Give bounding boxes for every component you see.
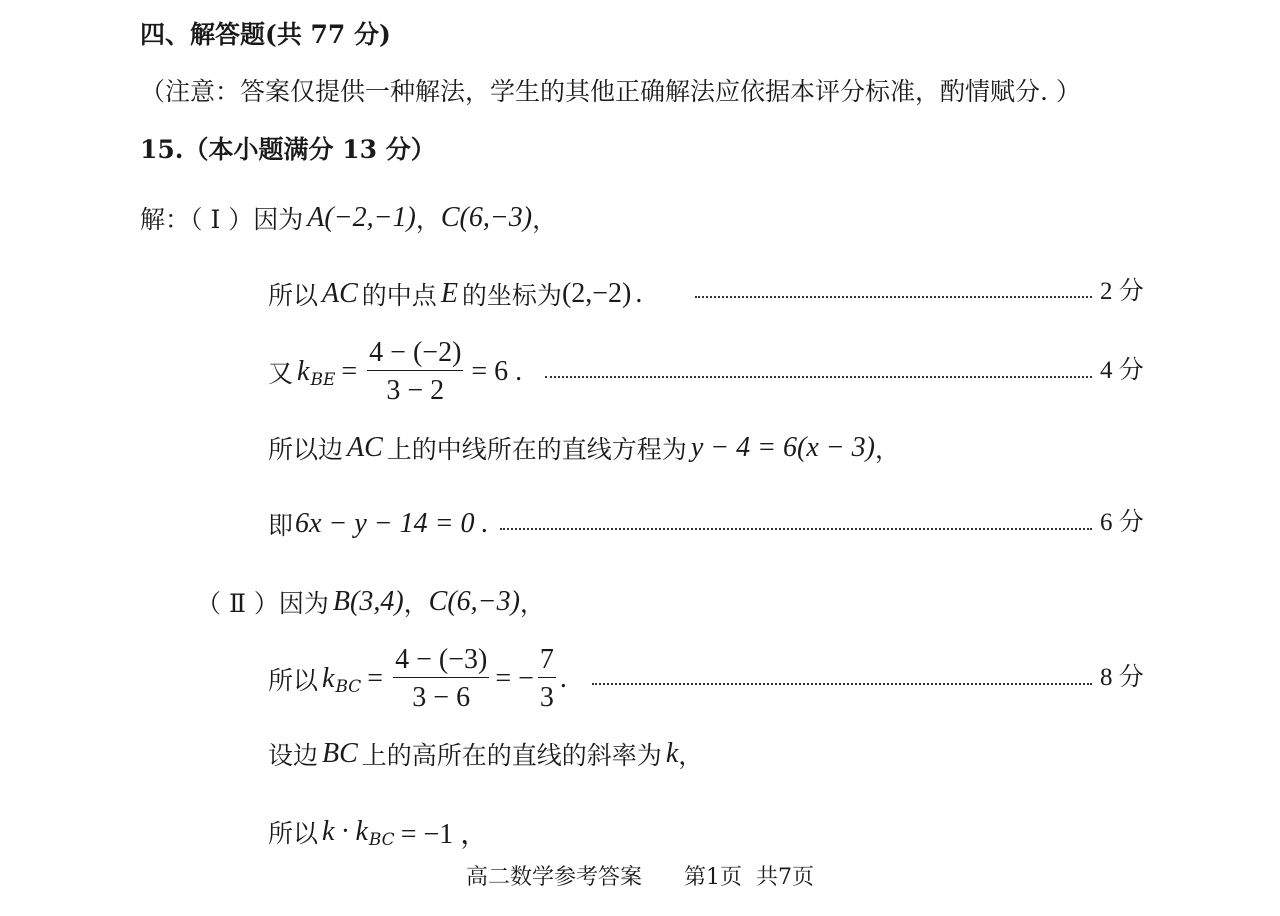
fraction-kbc <box>393 645 489 713</box>
general-form-equation: 6x − y − 14 = 0 . <box>295 508 489 539</box>
text: 所以边 <box>268 435 344 464</box>
fraction-result <box>538 645 556 713</box>
grading-note: （注意：答案仅提供一种解法，学生的其他正确解法应依据本评分标准，酌情赋分. ） <box>140 77 1081 106</box>
equals-negative: = − <box>495 662 534 694</box>
equals: = <box>341 355 358 387</box>
part2-label: （ Ⅱ ）因为 <box>196 589 329 618</box>
text: 即 <box>268 511 294 540</box>
equals: = <box>367 662 384 694</box>
slope-k: k <box>665 738 679 769</box>
fraction-numerator: 4 − (−2) <box>367 338 463 371</box>
slope-k: k <box>322 662 335 694</box>
fraction-numerator: 4 − (−3) <box>393 645 489 678</box>
score-leader-dots <box>500 528 1092 530</box>
score-leader-dots <box>592 683 1092 685</box>
part2-line3 <box>268 812 488 852</box>
part1-line4 <box>268 506 489 542</box>
slope-product: k · k <box>322 816 368 847</box>
part2-line1 <box>268 645 567 713</box>
separator: ， <box>403 589 429 618</box>
score-2: 4 分 <box>1100 357 1144 384</box>
question-number: 15. <box>140 135 184 164</box>
separator: ， <box>415 205 441 234</box>
segment-ac: AC <box>347 432 383 463</box>
slope-subscript: BC <box>335 676 362 697</box>
segment-bc: BC <box>322 738 358 769</box>
text: 所以 <box>268 819 319 848</box>
fraction-denominator: 3 <box>539 682 554 714</box>
section-title: 四、解答题(共 77 分) <box>140 20 391 49</box>
score-1: 2 分 <box>1100 278 1144 305</box>
question-header <box>140 137 436 162</box>
point-b: B(3,4) <box>332 586 404 617</box>
line-end: ， <box>875 435 901 464</box>
part1-line2 <box>268 338 522 406</box>
midpoint-coord: (2,−2) <box>561 278 632 309</box>
point-a: A(−2,−1) <box>307 202 416 233</box>
question-score-header: （本小题满分 13 分） <box>183 135 436 164</box>
median-line-equation: y − 4 = 6(x − 3) <box>690 432 875 463</box>
line-end: ， <box>532 205 558 234</box>
part2-line2 <box>268 736 703 772</box>
point-c: C(6,−3) <box>428 586 520 617</box>
slope-k: k <box>297 355 310 387</box>
text: 又 <box>268 358 294 388</box>
kbe-result: = 6 . <box>471 355 523 387</box>
fraction-numerator: 7 <box>538 645 556 678</box>
fraction-kbe <box>367 338 463 406</box>
score-leader-dots <box>695 296 1092 298</box>
line-end: ， <box>519 589 545 618</box>
score-3: 6 分 <box>1100 509 1144 536</box>
text: 上的中线所在的直线方程为 <box>386 435 687 464</box>
text: 所以 <box>268 665 319 695</box>
text: 设边 <box>268 741 319 770</box>
slope-subscript: BC <box>368 830 395 850</box>
part2-intro <box>196 584 545 620</box>
point-e: E <box>440 278 458 309</box>
score-4: 8 分 <box>1100 664 1144 691</box>
point-c: C(6,−3) <box>440 202 533 233</box>
line-end: ， <box>678 741 704 770</box>
period: . <box>559 662 567 694</box>
part1-label: 解：（ Ⅰ ）因为 <box>140 205 304 234</box>
fraction-denominator: 3 − 6 <box>412 682 471 714</box>
text: 所以 <box>268 281 319 310</box>
part1-intro <box>140 200 557 236</box>
page-footer: 高二数学参考答案 第1页 共7页 <box>466 865 814 890</box>
product-result: = −1 ， <box>400 819 489 850</box>
slope-subscript: BE <box>310 369 336 390</box>
text: 的坐标为 <box>461 281 562 310</box>
period: . <box>635 278 643 309</box>
segment-ac: AC <box>322 278 358 309</box>
text: 上的高所在的直线的斜率为 <box>361 741 662 770</box>
part1-line3 <box>268 430 900 466</box>
score-leader-dots <box>545 376 1092 378</box>
part1-line1 <box>268 276 642 312</box>
fraction-denominator: 3 − 2 <box>386 375 445 407</box>
text: 的中点 <box>361 281 437 310</box>
